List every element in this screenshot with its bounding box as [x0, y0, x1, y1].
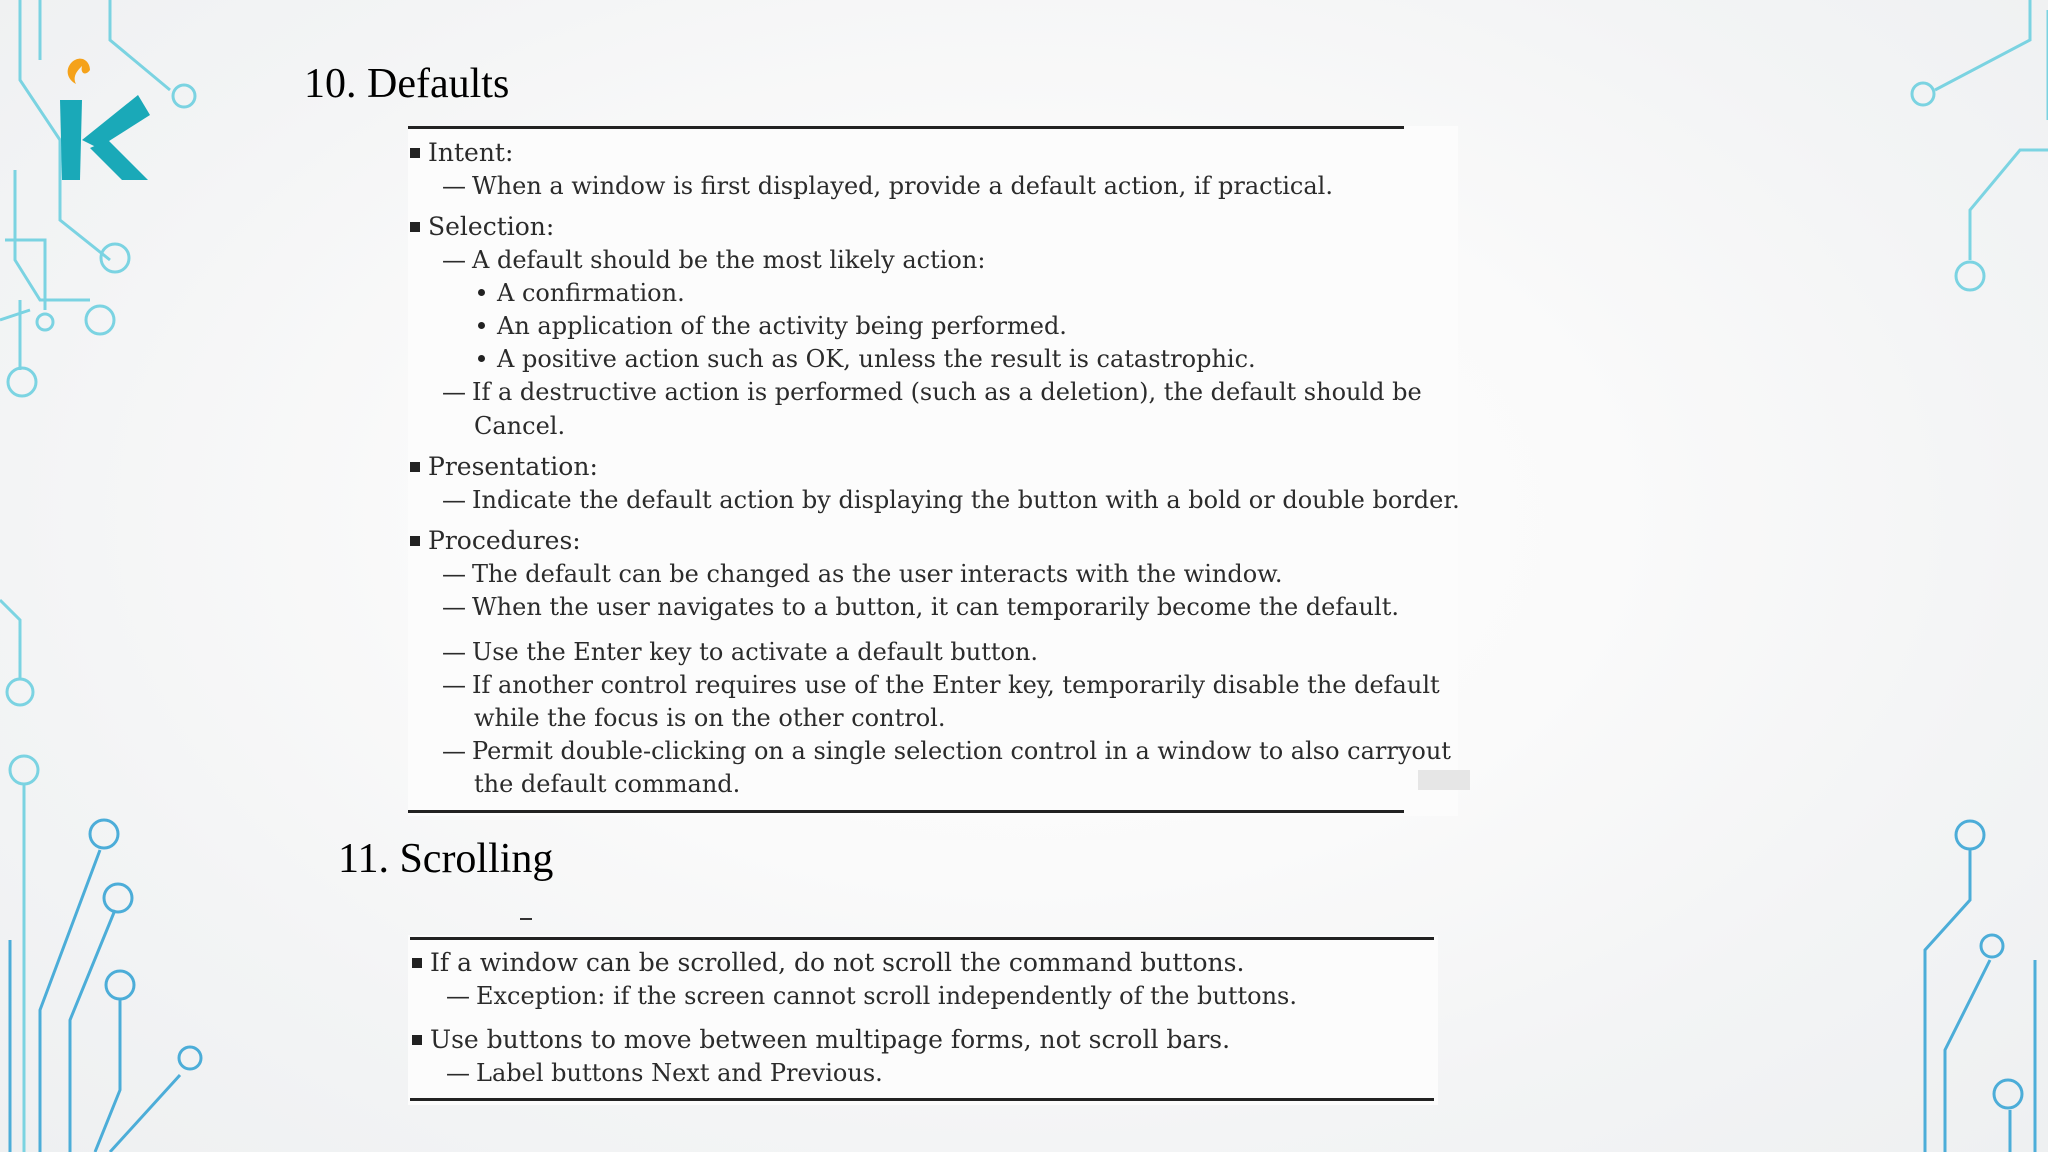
defaults-guidelines-panel	[408, 126, 1458, 816]
square-bullet-icon	[410, 536, 420, 546]
section-title-presentation: Presentation:	[410, 454, 598, 479]
list-item: — Exception: if the screen cannot scroll independently of the buttons.	[446, 982, 1298, 1010]
top-rule	[408, 126, 1404, 129]
section-heading-defaults: 10. Defaults	[304, 61, 510, 107]
square-bullet-icon	[412, 958, 422, 968]
round-bullet-icon	[478, 355, 485, 362]
list-item: — When the user navigates to a button, it can temporarily become the default.	[442, 593, 1399, 621]
list-item: — When a window is first displayed, provide a default action, if practical.	[442, 172, 1333, 200]
bottom-rule	[408, 810, 1404, 813]
grey-artifact	[1418, 770, 1470, 790]
list-item: — If another control requires use of the Enter key, temporarily disable the default	[442, 671, 1440, 699]
list-item-continuation: while the focus is on the other control.	[474, 704, 946, 732]
list-item: A positive action such as OK, unless the result is catastrophic.	[478, 347, 1256, 371]
section-title-procedures: Procedures:	[410, 528, 581, 553]
list-item: — If a destructive action is performed (such as a deletion), the default should be	[442, 378, 1422, 406]
k-logo	[50, 40, 160, 190]
bottom-rule	[410, 1098, 1434, 1101]
list-item: — Use the Enter key to activate a default button.	[442, 638, 1039, 666]
section-title-selection: Selection:	[410, 214, 554, 239]
scrolling-guidelines-panel	[408, 935, 1438, 1105]
list-item: An application of the activity being performed.	[478, 314, 1067, 338]
list-item: — A default should be the most likely action:	[442, 246, 986, 274]
list-item: A confirmation.	[478, 281, 685, 305]
list-item-continuation: Cancel.	[474, 412, 566, 440]
list-item: — Indicate the default action by displaying the button with a bold or double border.	[442, 486, 1460, 514]
scroll-rule-1: If a window can be scrolled, do not scroll the command buttons.	[412, 950, 1244, 975]
list-item-continuation: the default command.	[474, 770, 741, 798]
square-bullet-icon	[412, 1035, 422, 1045]
section-heading-scrolling: 11. Scrolling	[338, 836, 554, 882]
square-bullet-icon	[410, 462, 420, 472]
list-item: — Permit double-clicking on a single selection control in a window to also carryout	[442, 737, 1451, 765]
round-bullet-icon	[478, 289, 485, 296]
square-bullet-icon	[410, 222, 420, 232]
scroll-rule-2: Use buttons to move between multipage forms, not scroll bars.	[412, 1027, 1230, 1052]
section-title-intent: Intent:	[410, 140, 513, 165]
square-bullet-icon	[410, 148, 420, 158]
round-bullet-icon	[478, 322, 485, 329]
stray-mark	[520, 918, 532, 920]
list-item: — The default can be changed as the user interacts with the window.	[442, 560, 1283, 588]
top-rule	[410, 937, 1434, 940]
list-item: — Label buttons Next and Previous.	[446, 1059, 883, 1087]
